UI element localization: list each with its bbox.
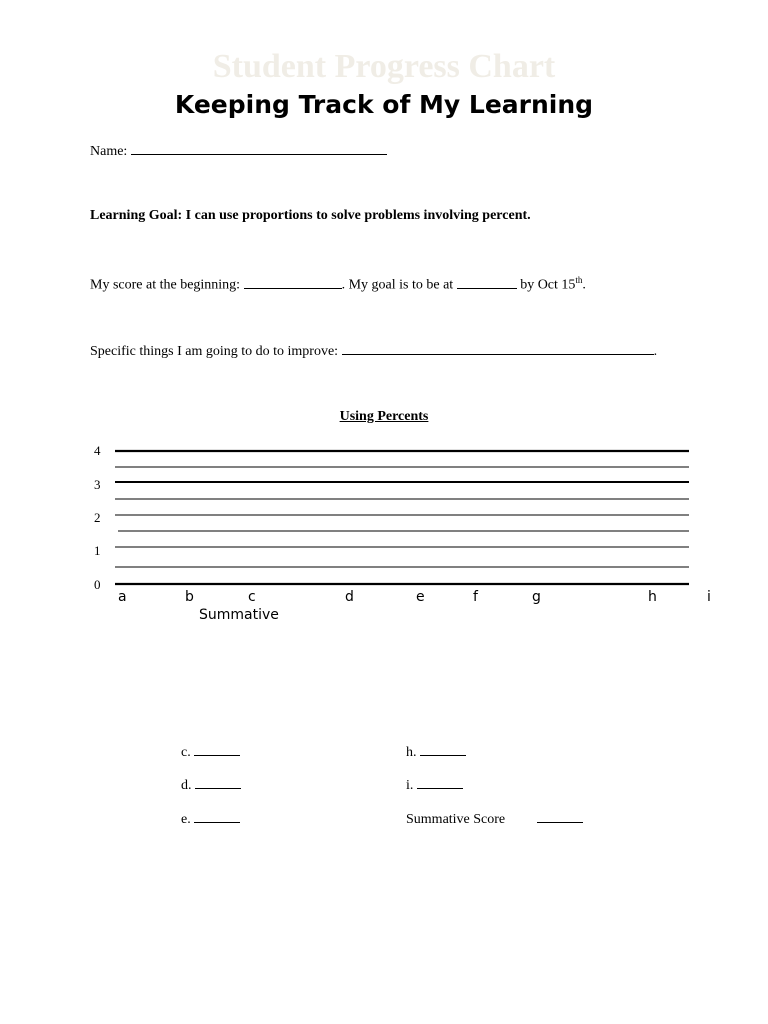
score-blank[interactable] — [195, 776, 241, 789]
name-label: Name: — [90, 144, 128, 159]
x-tick-label: f — [473, 589, 478, 605]
x-tick-label: c — [248, 589, 256, 605]
date-end: . — [582, 277, 586, 293]
y-tick-label: 3 — [94, 477, 101, 492]
score-blank[interactable] — [194, 743, 240, 756]
score-item-label: e. — [181, 812, 195, 827]
chart-title: Using Percents — [339, 409, 429, 424]
date-label: by Oct 15 — [520, 277, 576, 293]
page-title: Keeping Track of My Learning — [174, 90, 594, 119]
y-tick-label: 1 — [94, 543, 101, 558]
score-blank[interactable] — [194, 810, 240, 823]
score-item-label: h. — [406, 745, 420, 760]
score-item — [406, 743, 466, 761]
y-tick-label: 4 — [94, 443, 101, 458]
x-tick-label: g — [532, 589, 541, 605]
x-tick-label: a — [118, 589, 127, 605]
x-tick-label: i — [707, 589, 711, 605]
goal-label: . My goal is to be at — [341, 277, 454, 293]
score-item-label: i. — [406, 778, 417, 793]
score-item — [181, 776, 241, 794]
improve-label: Specific things I am going to do to improve: — [90, 344, 339, 359]
score-item-label: Summative Score — [406, 812, 509, 827]
score-blank[interactable] — [420, 743, 466, 756]
improve-end: . — [653, 344, 658, 359]
y-tick-label: 2 — [94, 510, 101, 525]
watermark-title: Student Progress Chart — [212, 48, 556, 85]
x-tick-label: b — [185, 589, 194, 605]
chart-grid — [115, 451, 689, 584]
x-tick-label: e — [416, 589, 425, 605]
beginning-score-label: My score at the beginning: — [90, 277, 241, 293]
learning-goal: Learning Goal: I can use proportions to solve problems involving percent. — [90, 208, 531, 223]
score-blank[interactable] — [417, 776, 463, 789]
score-item — [406, 810, 583, 828]
date-suffix: th — [575, 275, 583, 285]
score-item — [181, 810, 240, 828]
x-tick-label: h — [648, 589, 657, 605]
score-blank[interactable] — [537, 810, 583, 823]
x-tick-label: d — [345, 589, 354, 605]
x-axis-sublabel: Summative — [199, 607, 279, 623]
score-item — [406, 776, 463, 794]
y-tick-label: 0 — [94, 577, 101, 592]
score-item-label: d. — [181, 778, 195, 793]
score-item — [181, 743, 240, 761]
score-item-label: c. — [181, 745, 195, 760]
